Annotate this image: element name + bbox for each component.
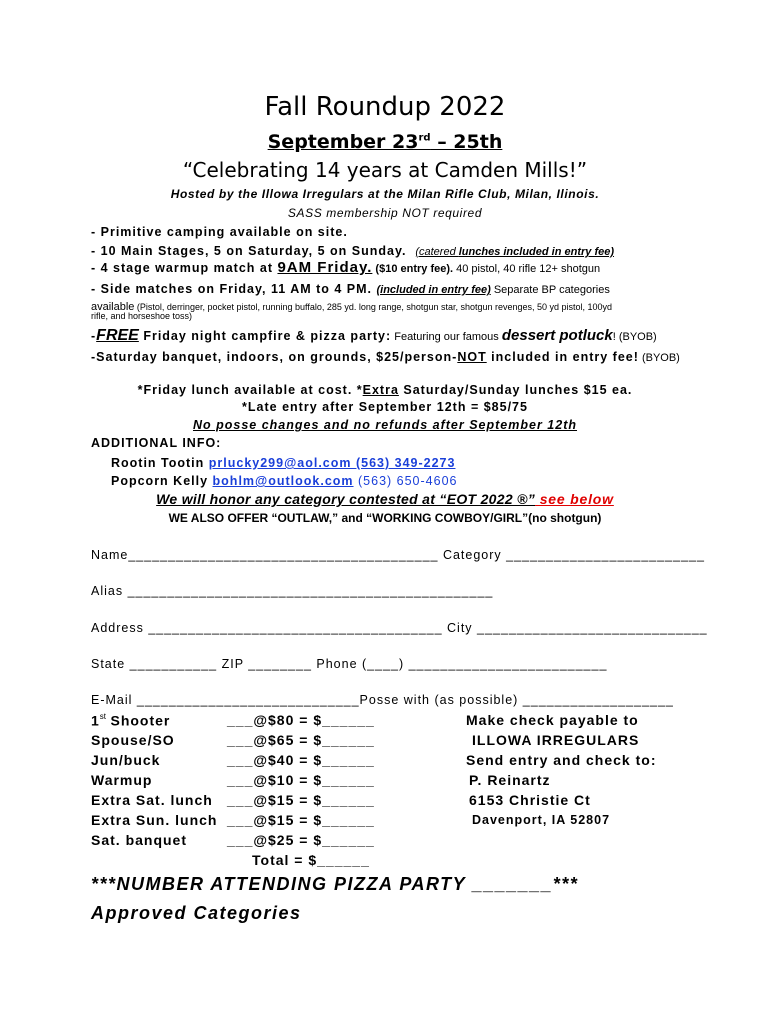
- sass-line: SASS membership NOT required: [287, 206, 483, 220]
- fee-amount-field[interactable]: ___@$15 = $______: [227, 812, 375, 828]
- payment-line-4: P. Reinartz: [469, 772, 551, 788]
- contact1-name: Rootin Tootin: [111, 456, 209, 470]
- contact2-email-link[interactable]: bohlm@outlook.com: [212, 474, 354, 488]
- fee-amount-field[interactable]: ___@$40 = $______: [227, 752, 375, 768]
- banquet-d: (BYOB): [638, 352, 680, 364]
- fee-label: Jun/buck: [91, 752, 161, 768]
- fee-label: Spouse/SO: [91, 732, 175, 748]
- additional-info-heading: ADDITIONAL INFO:: [91, 436, 222, 450]
- fee-label: Extra Sat. lunch: [91, 792, 213, 808]
- side-a: - Side matches on Friday, 11 AM to 4 PM.: [91, 282, 373, 296]
- stages-text: - 10 Main Stages, 5 on Saturday, 5 on Sunday.: [91, 244, 407, 258]
- pizza-party-count: ***NUMBER ATTENDING PIZZA PARTY _______***: [91, 874, 579, 894]
- fee-amount-field[interactable]: ___@$65 = $______: [227, 732, 375, 748]
- name-category-field[interactable]: Name_______________________________________ Category _________________________: [91, 548, 705, 562]
- side2-a: available: [91, 301, 135, 313]
- free-f: ! (BYOB): [612, 331, 657, 343]
- fee-amount-field[interactable]: ___@$10 = $______: [227, 772, 375, 788]
- lunch-c: Saturday/Sunday lunches $15 ea.: [398, 383, 633, 397]
- banquet-c: included in entry fee!: [486, 350, 639, 364]
- page-title: Fall Roundup 2022: [264, 92, 506, 122]
- warmup-d: 40 pistol, 40 rifle 12+ shotgun: [453, 263, 601, 275]
- warmup-c: ($10 entry fee).: [372, 263, 454, 275]
- lunch-a: *Friday lunch available at cost. *: [137, 383, 363, 397]
- free-e: dessert potluck: [501, 327, 613, 344]
- late-entry-note: *Late entry after September 12th = $85/75: [242, 400, 528, 414]
- contact2-name: Popcorn Kelly: [111, 474, 213, 488]
- side2-b: (Pistol, derringer, pocket pistol, running buffalo, 285 yd. long range, shotgun star, shotgun revenges, 50 yd pistol, 100yd: [134, 302, 613, 312]
- camping-line: - Primitive camping available on site.: [91, 225, 348, 239]
- address-city-field[interactable]: Address _____________________________________ City _____________________________: [91, 621, 708, 635]
- fee-row: [91, 712, 170, 730]
- side-matches-line: [91, 280, 610, 298]
- payment-line-3: Send entry and check to:: [466, 752, 657, 768]
- fee-amount-field[interactable]: ___@$80 = $______: [227, 712, 375, 728]
- dates-sup: rd: [418, 132, 431, 144]
- warmup-line: [91, 259, 600, 277]
- free-c: Friday night campfire & pizza party:: [138, 329, 392, 343]
- contact-popcorn-kelly: [111, 472, 457, 490]
- fee-amount-field[interactable]: ___@$15 = $______: [227, 792, 375, 808]
- free-b: FREE: [96, 327, 139, 344]
- celebrating-line: “Celebrating 14 years at Camden Mills!”: [182, 158, 588, 182]
- fee-label: Warmup: [91, 772, 153, 788]
- stages-lunch-b: lunches included in entry fee): [458, 246, 615, 258]
- email-posse-field[interactable]: E-Mail ____________________________Posse with (as possible) ___________________: [91, 693, 674, 707]
- warmup-b: 9AM Friday.: [277, 259, 373, 276]
- dates-prefix: September 23: [267, 131, 419, 153]
- dates-suffix: – 25th: [430, 131, 503, 153]
- no-posse-note: No posse changes and no refunds after September 12th: [192, 418, 578, 432]
- state-zip-phone-field[interactable]: State ___________ ZIP ________ Phone (____) _________________________: [91, 657, 608, 671]
- side-matches-line-3: rifle, and horseshoe toss): [91, 311, 193, 321]
- free-d: Featuring our famous: [391, 331, 502, 343]
- payment-line-6: Davenport, IA 52807: [472, 813, 611, 827]
- banquet-line: [91, 348, 680, 366]
- contact-rootin-tootin: [111, 454, 455, 472]
- free-a: -: [91, 329, 97, 343]
- total-field[interactable]: Total = $______: [252, 852, 370, 868]
- fee-label: Shooter: [110, 712, 171, 729]
- contact1-email-link[interactable]: prlucky299@aol.com (563) 349-2273: [208, 456, 456, 470]
- fee-label-sup: st: [99, 712, 107, 721]
- banquet-b: NOT: [457, 350, 487, 364]
- stages-line: [91, 242, 614, 260]
- side-c: Separate BP categories: [490, 284, 610, 296]
- event-dates: [0, 131, 770, 153]
- fee-label-prefix: 1: [91, 712, 100, 729]
- side-b: (included in entry fee): [376, 284, 491, 296]
- also-offer-line: WE ALSO OFFER “OUTLAW,” and “WORKING COWBOY/GIRL”(no shotgun): [168, 511, 602, 525]
- honor-a: We will honor any category contested at “EOT 2022 ®”: [156, 491, 536, 507]
- honor-b: see below: [535, 491, 614, 507]
- warmup-a: - 4 stage warmup match at: [91, 261, 278, 275]
- hosted-line: Hosted by the Illowa Irregulars at the Milan Rifle Club, Milan, Ilinois.: [170, 187, 600, 201]
- approved-categories-heading: Approved Categories: [91, 903, 302, 923]
- free-campfire-line: [91, 327, 657, 345]
- payment-line-5: 6153 Christie Ct: [469, 792, 591, 808]
- fee-amount-field[interactable]: ___@$25 = $______: [227, 832, 375, 848]
- stages-lunch-a: (catered: [415, 246, 459, 258]
- alias-field[interactable]: Alias ______________________________________________: [91, 584, 494, 598]
- contact2-phone: (563) 650-4606: [353, 474, 458, 488]
- fee-label: Sat. banquet: [91, 832, 188, 848]
- banquet-a: -Saturday banquet, indoors, on grounds, $25/person-: [91, 350, 458, 364]
- payment-line-1: Make check payable to: [466, 712, 639, 728]
- lunch-note: [0, 381, 770, 399]
- payment-line-2: ILLOWA IRREGULARS: [472, 732, 640, 748]
- lunch-b: Extra: [362, 383, 399, 397]
- honor-line: [0, 491, 770, 509]
- fee-label: Extra Sun. lunch: [91, 812, 218, 828]
